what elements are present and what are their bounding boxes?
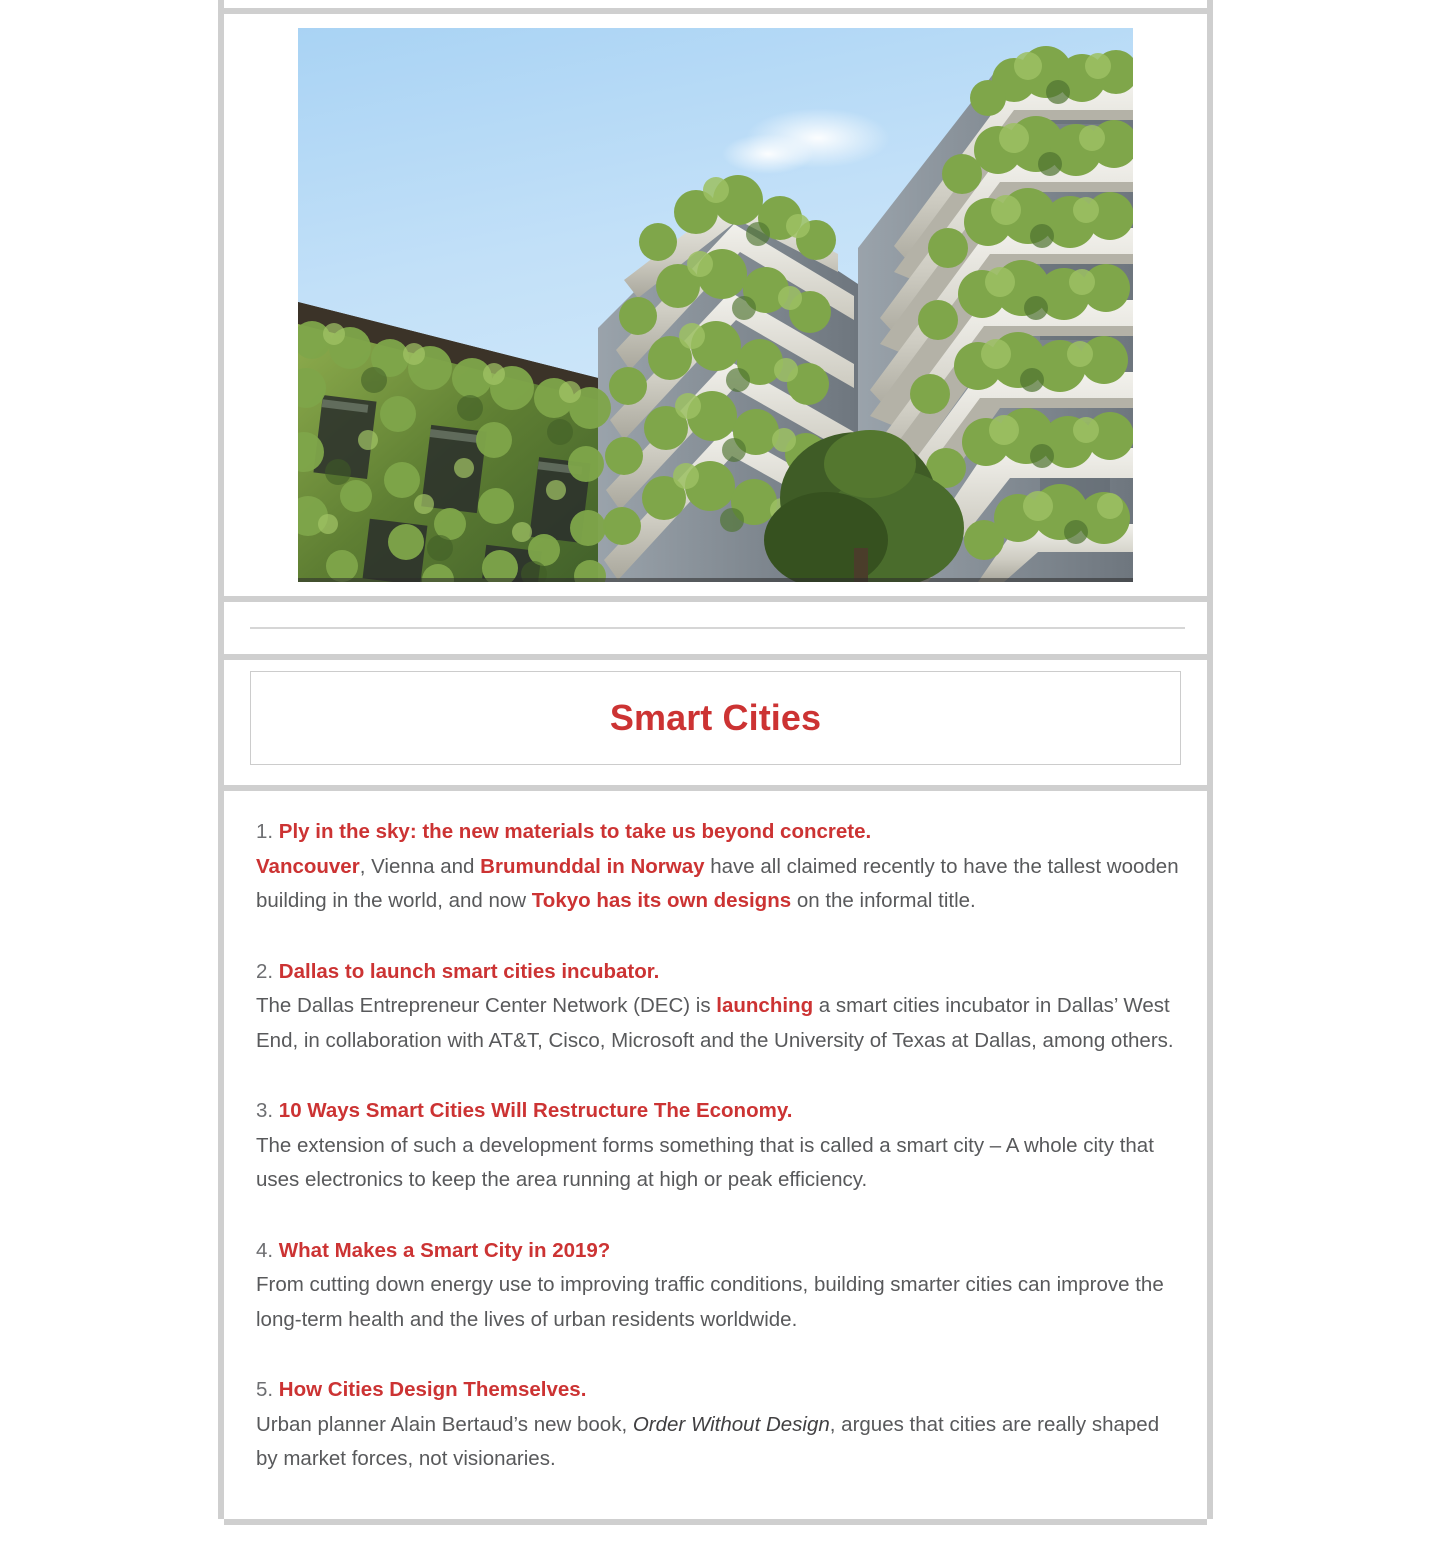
- news-item-description: [256, 1129, 1181, 1198]
- hero-image-row: [224, 8, 1207, 602]
- news-item-headline-line: [256, 1234, 1181, 1269]
- news-item-number: 1.: [256, 820, 279, 843]
- email-frame: [218, 0, 1213, 1519]
- news-item-number: 5.: [256, 1378, 279, 1401]
- news-item-text: have all claimed recently to have the tallest wooden building in the world, and now: [256, 854, 1179, 912]
- vertical-forest-photo: [298, 28, 1133, 582]
- news-item-headline-link[interactable]: Dallas to launch smart cities incubator.: [278, 959, 660, 983]
- news-item-inline-link[interactable]: Vancouver: [256, 854, 360, 878]
- divider-row: [224, 596, 1207, 660]
- news-item-description: [256, 989, 1181, 1058]
- horizontal-rule: [250, 627, 1185, 629]
- news-item-description: [256, 850, 1181, 919]
- news-list-row: [224, 785, 1207, 1525]
- news-item-text: Urban planner Alain Bertaud’s new book,: [256, 1412, 633, 1436]
- news-item: [256, 1234, 1181, 1338]
- news-item-text: The Dallas Entrepreneur Center Network (DEC) is: [256, 994, 717, 1017]
- news-item: [256, 1094, 1181, 1198]
- news-item-inline-link[interactable]: launching: [716, 994, 814, 1017]
- news-item-text: on the informal title.: [791, 889, 976, 912]
- page-title: Smart Cities: [609, 697, 822, 738]
- news-item: [256, 1373, 1181, 1477]
- news-item-description: [256, 1268, 1181, 1337]
- news-item-book-title: Order Without Design: [632, 1412, 830, 1436]
- news-item-headline-line: [256, 955, 1181, 990]
- news-item-description: [256, 1408, 1181, 1477]
- section-title-row: [224, 654, 1207, 791]
- news-item-number: 2.: [256, 959, 279, 983]
- news-item-headline-line: [256, 815, 1181, 850]
- news-item: [256, 955, 1181, 1059]
- news-item-headline-link[interactable]: How Cities Design Themselves.: [278, 1378, 587, 1401]
- news-item-number: 3.: [256, 1099, 279, 1122]
- news-item-text: From cutting down energy use to improving traffic conditions, building smarter cities can improve the long-term health and the lives of urban residents worldwide.: [256, 1273, 1164, 1331]
- news-item-text: , Vienna and: [359, 854, 481, 878]
- news-item-headline-link[interactable]: What Makes a Smart City in 2019?: [278, 1238, 611, 1262]
- news-item-number: 4.: [256, 1238, 279, 1262]
- news-item-inline-link[interactable]: Tokyo has its own designs: [531, 889, 792, 912]
- news-item-text: a smart cities incubator in Dallas’ West End, in collaboration with AT&T, Cisco, Microsoft and the University of Texas at Dallas, among others.: [256, 994, 1174, 1052]
- news-item-headline-link[interactable]: Ply in the sky: the new materials to take us beyond concrete.: [278, 820, 872, 843]
- news-item-text: , argues that cities are really shaped by market forces, not visionaries.: [256, 1412, 1160, 1470]
- hero-image[interactable]: [298, 28, 1133, 582]
- section-title-box: [250, 671, 1181, 765]
- news-item-headline-link[interactable]: 10 Ways Smart Cities Will Restructure The Economy.: [278, 1099, 793, 1122]
- news-item-inline-link[interactable]: Brumunddal in Norway: [480, 854, 705, 878]
- news-item-headline-line: [256, 1373, 1181, 1408]
- news-list: [256, 815, 1181, 1477]
- news-item-text: The extension of such a development forms something that is called a smart city – A whole city that uses electronics to keep the area running at high or peak efficiency.: [256, 1133, 1154, 1191]
- news-item-headline-line: [256, 1094, 1181, 1129]
- news-item: [256, 815, 1181, 919]
